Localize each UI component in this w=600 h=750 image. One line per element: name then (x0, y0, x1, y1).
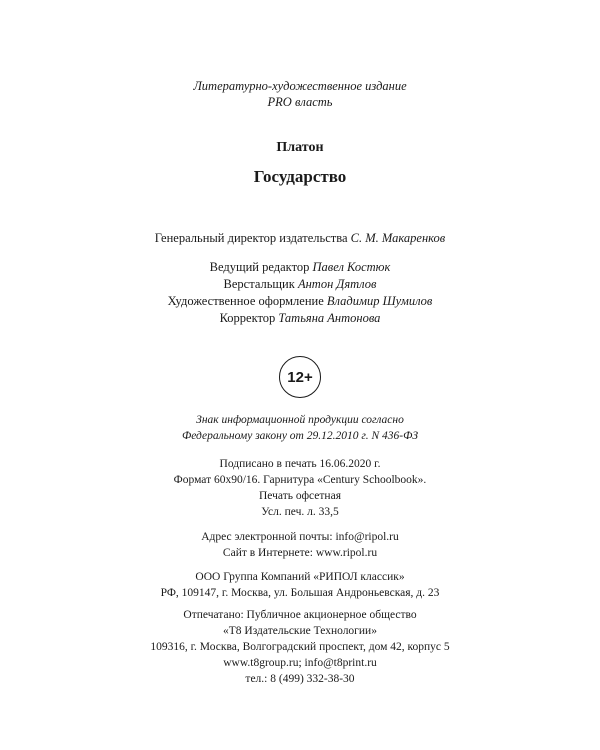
director-role: Генеральный директор издательства (154, 231, 348, 245)
director-line (0, 230, 600, 247)
printer-line: www.t8group.ru; info@t8print.ru (223, 657, 377, 669)
series-line-1: Литературно-художественное издание (193, 79, 407, 93)
printer-line: Отпечатано: Публичное акционерное общество (183, 609, 417, 621)
credit-role: Верстальщик (223, 277, 295, 291)
credit-line (0, 276, 600, 293)
print-info-line: Подписано в печать 16.06.2020 г. (219, 458, 381, 470)
credit-line (0, 293, 600, 310)
credit-name: Татьяна Антонова (278, 311, 381, 325)
credit-name: Владимир Шумилов (326, 294, 433, 308)
publisher-address: РФ, 109147, г. Москва, ул. Большая Андроньевская, д. 23 (160, 587, 440, 599)
print-info-line: Формат 60x90/16. Гарнитура «Century Schoolbook». (173, 474, 427, 486)
credits-block (0, 259, 600, 327)
director-name: С. М. Макаренков (350, 231, 446, 245)
contacts-block (0, 529, 600, 561)
print-info-block (0, 456, 600, 520)
print-info-line: Усл. печ. л. 33,5 (261, 506, 339, 518)
printer-line: тел.: 8 (499) 332-38-30 (245, 673, 355, 685)
credit-role: Корректор (219, 311, 276, 325)
credit-line (0, 259, 600, 276)
printer-block (0, 607, 600, 687)
age-notice-line-2: Федеральному закону от 29.12.2010 г. N 436-ФЗ (181, 430, 419, 442)
age-notice-line-1: Знак информационной продукции согласно (196, 414, 404, 426)
credit-role: Ведущий редактор (209, 260, 310, 274)
credit-role: Художественное оформление (167, 294, 324, 308)
series-block (0, 78, 600, 110)
printer-line: «Т8 Издательские Технологии» (223, 625, 377, 637)
credit-name: Антон Дятлов (297, 277, 377, 291)
author-name: Платон (276, 140, 324, 155)
credit-name: Павел Костюк (312, 260, 391, 274)
contact-website: Сайт в Интернете: www.ripol.ru (222, 547, 378, 559)
printer-line: 109316, г. Москва, Волгоградский проспект, дом 42, корпус 5 (150, 641, 450, 653)
age-rating-badge: 12+ (279, 356, 321, 398)
publisher-block (0, 569, 600, 601)
age-notice (0, 412, 600, 444)
book-title: Государство (253, 167, 347, 186)
print-info-line: Печать офсетная (259, 490, 341, 502)
contact-email: Адрес электронной почты: info@ripol.ru (201, 531, 399, 543)
credit-line (0, 310, 600, 327)
publisher-name: ООО Группа Компаний «РИПОЛ классик» (195, 571, 405, 583)
series-line-2: PRO власть (267, 95, 333, 109)
